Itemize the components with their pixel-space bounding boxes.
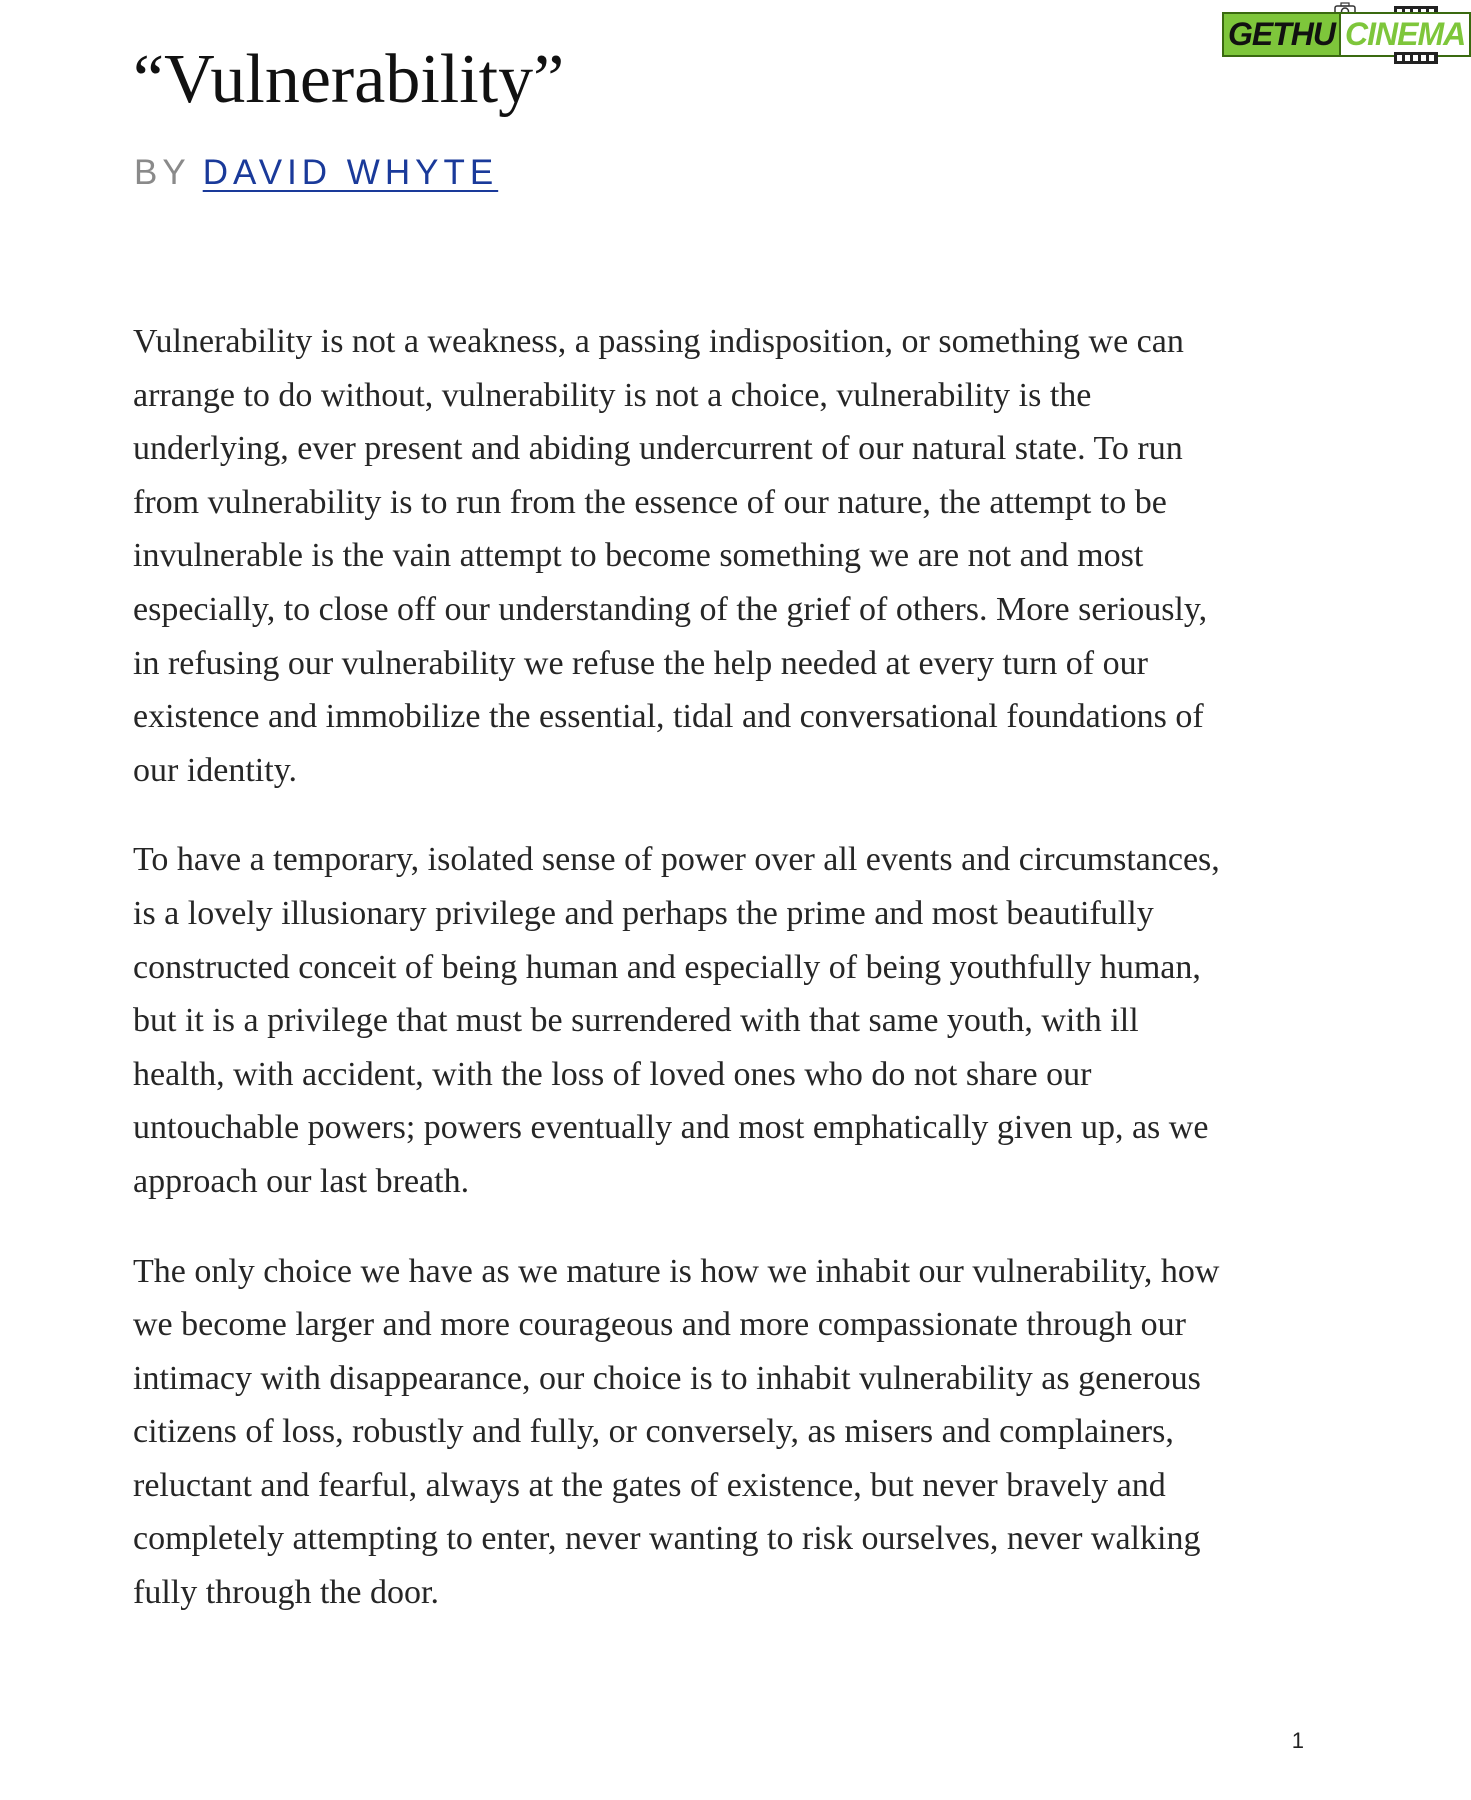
text-line: approach our last breath. <box>133 1162 470 1200</box>
text-line: invulnerable is the vain attempt to become something we are not and most <box>133 537 1144 575</box>
byline <box>134 148 498 198</box>
text-line: we become larger and more courageous and more compassionate through our <box>133 1306 1187 1344</box>
text-line: citizens of loss, robustly and fully, or conversely, as misers and complainers, <box>133 1413 1174 1451</box>
text-line: The only choice we have as we mature is how we inhabit our vulnerability, how <box>133 1252 1220 1290</box>
text-line: from vulnerability is to run from the essence of our nature, the attempt to be <box>133 483 1167 521</box>
byline-prefix: BY <box>134 153 191 192</box>
page-number: 1 <box>1291 1728 1304 1753</box>
text-line: is a lovely illusionary privilege and perhaps the prime and most beautifully <box>133 894 1154 932</box>
text-line: health, with accident, with the loss of loved ones who do not share our <box>133 1055 1092 1093</box>
paragraph <box>133 833 1313 1208</box>
watermark-wordmark <box>1222 12 1471 56</box>
watermark-logo <box>1222 4 1466 64</box>
text-line: constructed conceit of being human and especially of being youthfully human, <box>133 948 1201 986</box>
text-line: completely attempting to enter, never wanting to risk ourselves, never walking <box>133 1520 1201 1558</box>
text-line: reluctant and fearful, always at the gates of existence, but never bravely and <box>133 1466 1166 1504</box>
paragraph <box>133 315 1313 797</box>
text-line: intimacy with disappearance, our choice is to inhabit vulnerability as generous <box>133 1359 1201 1397</box>
film-strip-icon <box>1394 52 1438 64</box>
text-line: Vulnerability is not a weakness, a passing indisposition, or something we can <box>133 323 1184 360</box>
poem-title: “Vulnerability” <box>133 41 565 118</box>
text-line: existence and immobilize the essential, tidal and conversational foundations of <box>133 698 1204 736</box>
text-line: our identity. <box>133 751 297 789</box>
text-line: To have a temporary, isolated sense of power over all events and circumstances, <box>133 841 1220 879</box>
text-line: but it is a privilege that must be surrendered with that same youth, with ill <box>133 1002 1139 1040</box>
body-text <box>133 315 1313 1656</box>
text-line: in refusing our vulnerability we refuse the help needed at every turn of our <box>133 644 1148 682</box>
text-line: fully through the door. <box>133 1574 439 1612</box>
text-line: especially, to close off our understanding of the grief of others. More seriously, <box>133 590 1208 628</box>
text-line: arrange to do without, vulnerability is not a choice, vulnerability is the <box>133 376 1092 414</box>
watermark-part2: CINEMA <box>1341 12 1471 57</box>
text-line: underlying, ever present and abiding undercurrent of our natural state. To run <box>133 430 1183 468</box>
paragraph <box>133 1245 1313 1620</box>
author-link[interactable]: DAVID WHYTE <box>202 153 499 192</box>
watermark-part1: GETHU <box>1222 12 1341 57</box>
text-line: untouchable powers; powers eventually and most emphatically given up, as we <box>133 1109 1209 1147</box>
